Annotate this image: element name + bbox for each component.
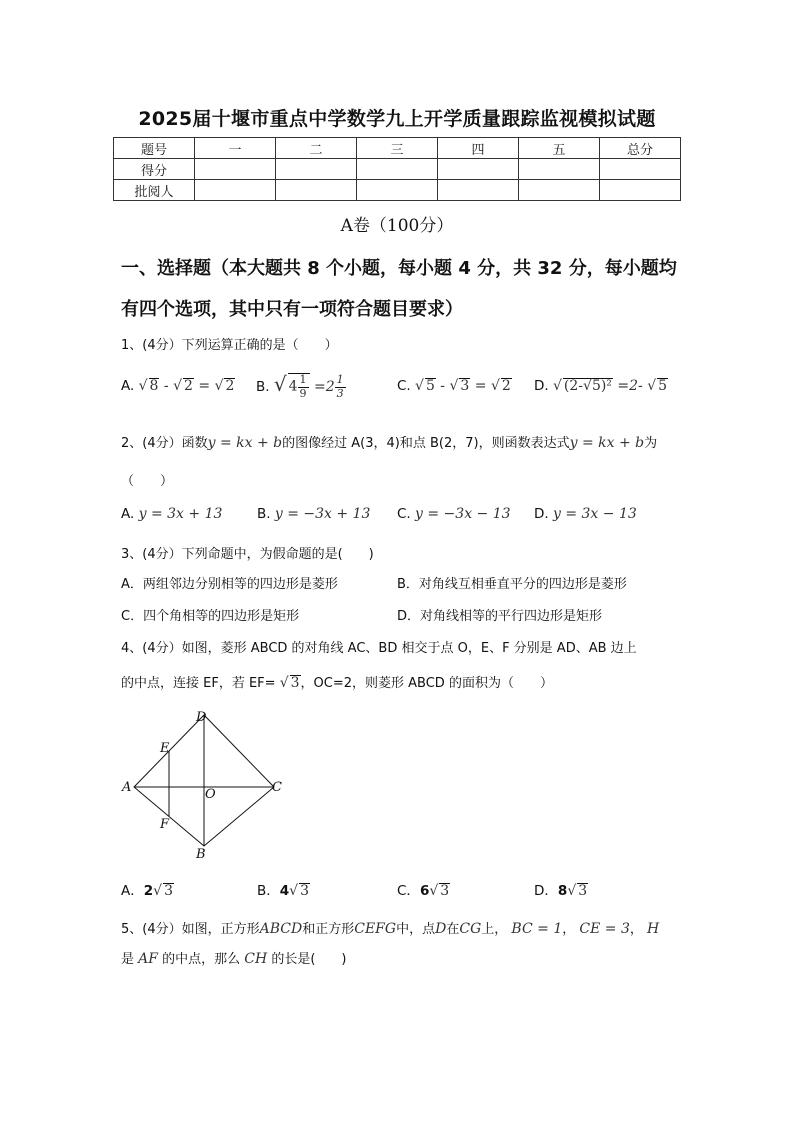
label-a: A xyxy=(122,780,132,795)
grader-cell[interactable] xyxy=(438,180,519,201)
q5-math: ABCD xyxy=(259,921,303,937)
q1-a-math: √ 8 - √ 2 = √ 2 xyxy=(138,378,235,394)
q2-stem xyxy=(121,432,657,451)
grader-cell[interactable] xyxy=(519,180,600,201)
option-radicand: 3 xyxy=(300,883,310,899)
table-cell: 四 xyxy=(438,138,519,159)
section-heading-line1: 一、选择题（本大题共 8 个小题，每小题 4 分，共 32 分，每小题均 xyxy=(121,258,677,279)
q5-text: 在 xyxy=(446,922,460,937)
option-coef: 2 xyxy=(143,883,154,899)
option-label: D. xyxy=(534,506,549,522)
option-label: D． xyxy=(534,883,558,899)
grader-cell[interactable] xyxy=(600,180,681,201)
option-label: C． xyxy=(397,883,420,899)
q2-b-expr: y = −3x + 13 xyxy=(274,506,371,522)
q5-math: CH xyxy=(244,951,268,967)
option-label: C. xyxy=(397,506,411,522)
q5-text: ， xyxy=(629,922,643,937)
q3-stem: 3、(4分）下列命题中，为假命题的是( ) xyxy=(121,547,374,562)
option-radicand: 3 xyxy=(440,883,450,899)
q5-text: 5、(4分）如图，正方形 xyxy=(121,922,260,937)
page-title: 2025届十堰市重点中学数学九上开学质量跟踪监视模拟试题 xyxy=(138,108,656,130)
q5-math: BC = 1 xyxy=(511,921,563,937)
score-table xyxy=(113,137,681,201)
q5-text: 是 xyxy=(121,952,135,967)
q2-option-d[interactable] xyxy=(534,506,637,522)
q4-ef-radicand: 3 xyxy=(290,675,300,691)
q4-option-a[interactable]: A．2√ 3 xyxy=(121,883,173,899)
table-cell: 二 xyxy=(276,138,357,159)
score-cell[interactable] xyxy=(519,159,600,180)
option-coef: 4 xyxy=(279,883,290,899)
paper-a-heading: A卷（100分） xyxy=(340,216,454,236)
q1-option-a[interactable] xyxy=(121,378,235,394)
q1-b-math: √ 4 $\frac{1}{9}$ =2 $\frac{1}{3}$ xyxy=(273,372,344,400)
table-cell: 批阅人 xyxy=(114,180,195,201)
table-cell: 得分 xyxy=(114,159,195,180)
option-label: D. xyxy=(534,378,549,394)
option-coef: 6 xyxy=(419,883,430,899)
q5-text: 的中点，那么 xyxy=(162,952,241,967)
score-cell[interactable] xyxy=(195,159,276,180)
label-o: O xyxy=(205,787,216,802)
q5-text: 上， xyxy=(481,922,508,937)
q3-option-a[interactable]: A．两组邻边分别相等的四边形是菱形 xyxy=(121,577,338,592)
q5-math: CEFG xyxy=(354,921,397,937)
q1-option-b[interactable] xyxy=(256,372,346,400)
q4-line2-a: 的中点，连接 EF，若 EF= xyxy=(121,676,276,691)
q4-line1: 4、(4分）如图，菱形 ABCD 的对角线 AC、BD 相交于点 O，E、F 分别是 AD、AB 边上 xyxy=(121,641,637,656)
label-e: E xyxy=(160,741,170,756)
table-row xyxy=(114,180,681,201)
q2-func: y = kx + b xyxy=(207,435,283,451)
q5-math: H xyxy=(647,921,660,937)
q2-d-expr: y = 3x − 13 xyxy=(552,506,637,522)
q5-line1 xyxy=(121,918,659,937)
q5-text: 和正方形 xyxy=(302,922,355,937)
q3-option-c[interactable]: C．四个角相等的四边形是矩形 xyxy=(121,609,300,624)
q5-math: CE = 3 xyxy=(579,921,630,937)
q5-math: D xyxy=(435,921,447,937)
q5-math: CG xyxy=(459,921,482,937)
q3-option-d[interactable]: D．对角线相等的平行四边形是矩形 xyxy=(397,609,603,624)
score-cell[interactable] xyxy=(438,159,519,180)
label-b: B xyxy=(196,847,206,862)
label-f: F xyxy=(160,817,170,832)
q4-ef-value: √ 3 xyxy=(279,675,300,691)
q2-c-expr: y = −3x − 13 xyxy=(415,506,511,522)
q5-text: 中，点 xyxy=(396,922,436,937)
q3-option-b[interactable]: B．对角线互相垂直平分的四边形是菱形 xyxy=(397,577,627,592)
grader-cell[interactable] xyxy=(195,180,276,201)
option-coef: 8 xyxy=(557,883,568,899)
q1-c-math: √ 5 - √ 3 = √ 2 xyxy=(415,378,511,394)
table-cell: 三 xyxy=(357,138,438,159)
option-label: B． xyxy=(257,883,280,899)
option-label: B. xyxy=(256,379,270,395)
option-radicand: 3 xyxy=(578,883,588,899)
option-label: C. xyxy=(397,378,411,394)
score-cell[interactable] xyxy=(276,159,357,180)
q2-suffix: 为 xyxy=(644,436,658,451)
option-label: A. xyxy=(121,378,135,394)
table-row xyxy=(114,159,681,180)
q1-d-math: √ (2-√5)² =2- √ 5 xyxy=(552,378,668,394)
score-cell[interactable] xyxy=(357,159,438,180)
grader-cell[interactable] xyxy=(276,180,357,201)
q5-text: 的长是( ) xyxy=(271,952,347,967)
q5-math: AF xyxy=(138,951,158,967)
table-cell: 总分 xyxy=(600,138,681,159)
q4-option-b[interactable]: B．4√ 3 xyxy=(257,883,310,899)
q4-line2-b: ，OC=2，则菱形 ABCD 的面积为（ ） xyxy=(300,676,553,691)
q4-option-c[interactable]: C．6√ 3 xyxy=(397,883,450,899)
q2-option-c[interactable] xyxy=(397,506,511,522)
q5-line2 xyxy=(121,948,347,967)
table-cell: 五 xyxy=(519,138,600,159)
rhombus-figure xyxy=(118,703,298,863)
table-cell: 题号 xyxy=(114,138,195,159)
option-radicand: 3 xyxy=(164,883,173,899)
option-label: A． xyxy=(121,883,144,899)
label-c: C xyxy=(272,780,282,795)
q1-stem: 1、(4分）下列运算正确的是（ ） xyxy=(121,338,338,353)
q2-func2: y = kx + b xyxy=(569,435,645,451)
section-heading-line2: 有四个选项，其中只有一项符合题目要求） xyxy=(121,299,463,320)
option-label: B. xyxy=(257,506,271,522)
q2-option-b[interactable] xyxy=(257,506,370,522)
q2-prefix: 2、(4分）函数 xyxy=(121,436,208,451)
q1-option-c[interactable] xyxy=(397,378,512,394)
q5-text: ， xyxy=(562,922,576,937)
grader-cell[interactable] xyxy=(357,180,438,201)
q2-paren: （ ） xyxy=(121,474,174,489)
q2-option-a[interactable] xyxy=(121,506,222,522)
table-cell: 一 xyxy=(195,138,276,159)
score-cell[interactable] xyxy=(600,159,681,180)
q4-line2 xyxy=(121,672,553,691)
q2-middle: 的图像经过 A(3，4)和点 B(2，7)，则函数表达式 xyxy=(282,436,570,451)
table-row xyxy=(114,138,681,159)
option-label: A. xyxy=(121,506,135,522)
q1-option-d[interactable] xyxy=(534,378,668,394)
q2-a-expr: y = 3x + 13 xyxy=(138,506,223,522)
q4-option-d[interactable]: D．8√ 3 xyxy=(534,883,588,899)
label-d: D xyxy=(196,710,207,725)
